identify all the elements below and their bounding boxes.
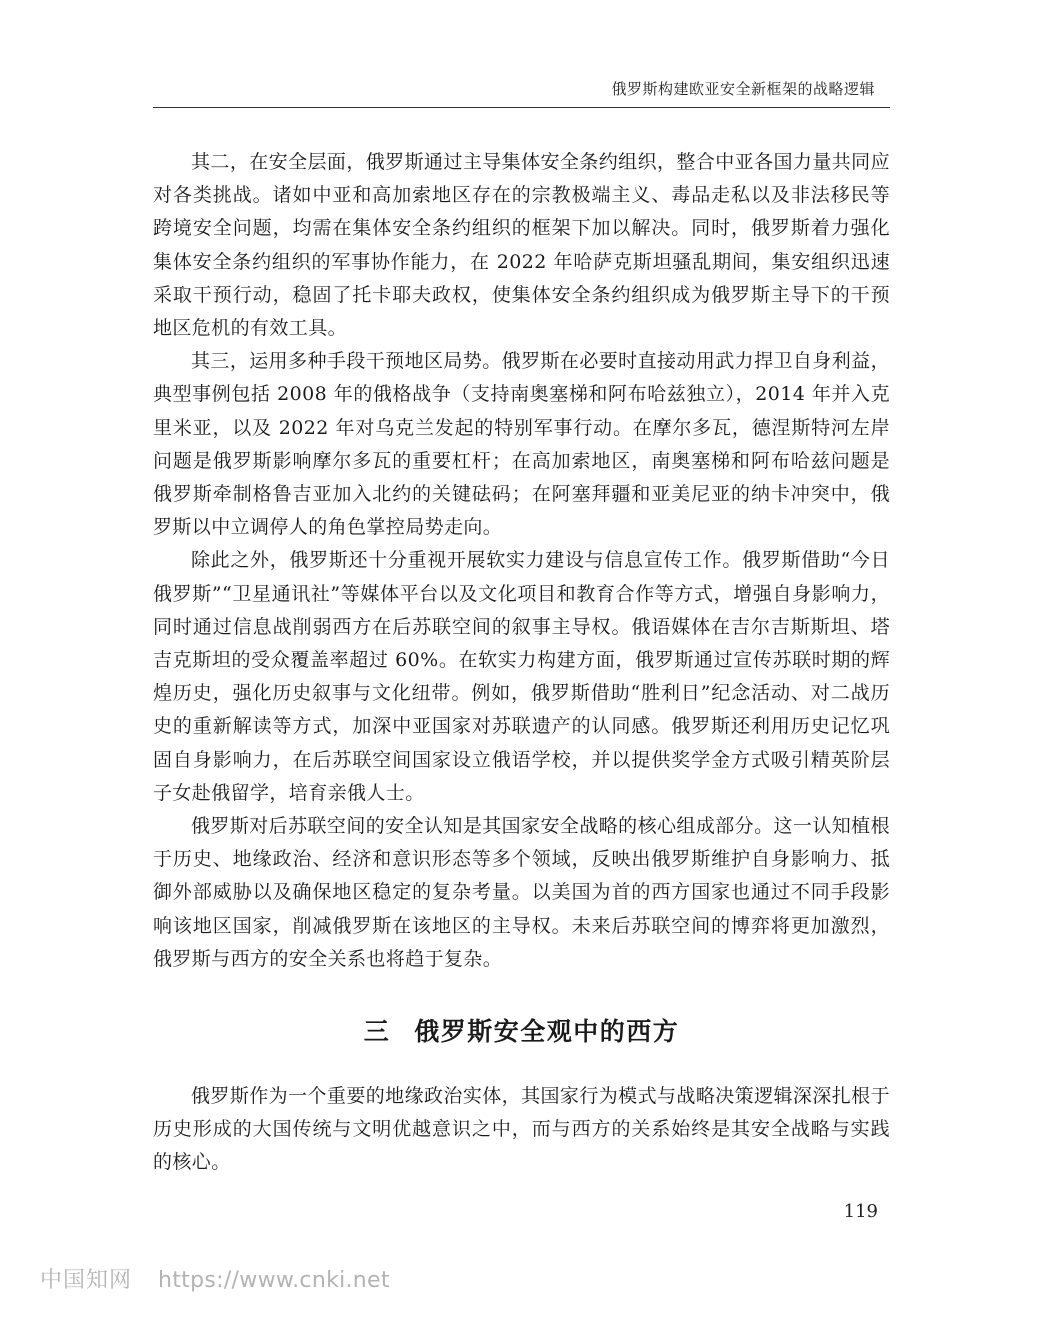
cnki-brand-text: 中国知网	[40, 1268, 133, 1293]
paragraph: 其三，运用多种手段干预地区局势。俄罗斯在必要时直接动用武力捍卫自身利益，典型事例包括 2008 年的俄格战争（支持南奥塞梯和阿布哈兹独立），2014 年并入克里米亚，以及 2022 年对乌克兰发起的特别军事行动。在摩尔多瓦，德涅斯特河左岸问题是俄罗斯影响摩尔多瓦的重要杠杆；在高加索地区，南奥塞梯和阿布哈兹问题是俄罗斯牵制格鲁吉亚加入北约的关键砝码；在阿塞拜疆和亚美尼亚的纳卡冲突中，俄罗斯以中立调停人的角色掌控局势走向。	[153, 350, 890, 539]
section-number: 三	[363, 1017, 391, 1046]
header-divider	[153, 107, 890, 108]
paragraph: 俄罗斯作为一个重要的地缘政治实体，其国家行为模式与战略决策逻辑深深扎根于历史形成的大国传统与文明优越意识之中，而与西方的关系始终是其安全战略与实践的核心。	[153, 1085, 890, 1174]
body-text	[153, 146, 890, 976]
paragraph: 俄罗斯对后苏联空间的安全认知是其国家安全战略的核心组成部分。这一认知植根于历史、地缘政治、经济和意识形态等多个领域，反映出俄罗斯维护自身影响力、抵御外部威胁以及确保地区稳定的复杂考量。以美国为首的西方国家也通过不同手段影响该地区国家，削减俄罗斯在该地区的主导权。未来后苏联空间的博弈将更加激烈，俄罗斯与西方的安全关系也将趋于复杂。	[153, 815, 890, 970]
cnki-url-link[interactable]: https://www.cnki.net	[158, 1268, 390, 1293]
paragraph: 除此之外，俄罗斯还十分重视开展软实力建设与信息宣传工作。俄罗斯借助“今日俄罗斯”“卫星通讯社”等媒体平台以及文化项目和教育合作等方式，增强自身影响力，同时通过信息战削弱西方在后苏联空间的叙事主导权。俄语媒体在吉尔吉斯斯坦、塔吉克斯坦的受众覆盖率超过 60%。在软实力构建方面，俄罗斯通过宣传苏联时期的辉煌历史，强化历史叙事与文化纽带。例如，俄罗斯借助“胜利日”纪念活动、对二战历史的重新解读等方式，加深中亚国家对苏联遗产的认同感。俄罗斯还利用历史记忆巩固自身影响力，在后苏联空间国家设立俄语学校，并以提供奖学金方式吸引精英阶层子女赴俄留学，培育亲俄人士。	[153, 549, 890, 804]
section-heading	[153, 1012, 890, 1048]
paragraph: 其二，在安全层面，俄罗斯通过主导集体安全条约组织，整合中亚各国力量共同应对各类挑战。诸如中亚和高加索地区存在的宗教极端主义、毒品走私以及非法移民等跨境安全问题，均需在集体安全条约组织的框架下加以解决。同时，俄罗斯着力强化集体安全条约组织的军事协作能力，在 2022 年哈萨克斯坦骚乱期间，集安组织迅速采取干预行动，稳固了托卡耶夫政权，使集体安全条约组织成为俄罗斯主导下的干预地区危机的有效工具。	[153, 151, 890, 340]
page-number: 119	[843, 1201, 878, 1222]
section-title: 俄罗斯安全观中的西方	[414, 1017, 680, 1046]
section-body-text	[153, 1080, 890, 1180]
running-header-title: 俄罗斯构建欧亚安全新框架的战略逻辑	[611, 80, 875, 98]
cnki-watermark	[40, 1263, 390, 1294]
